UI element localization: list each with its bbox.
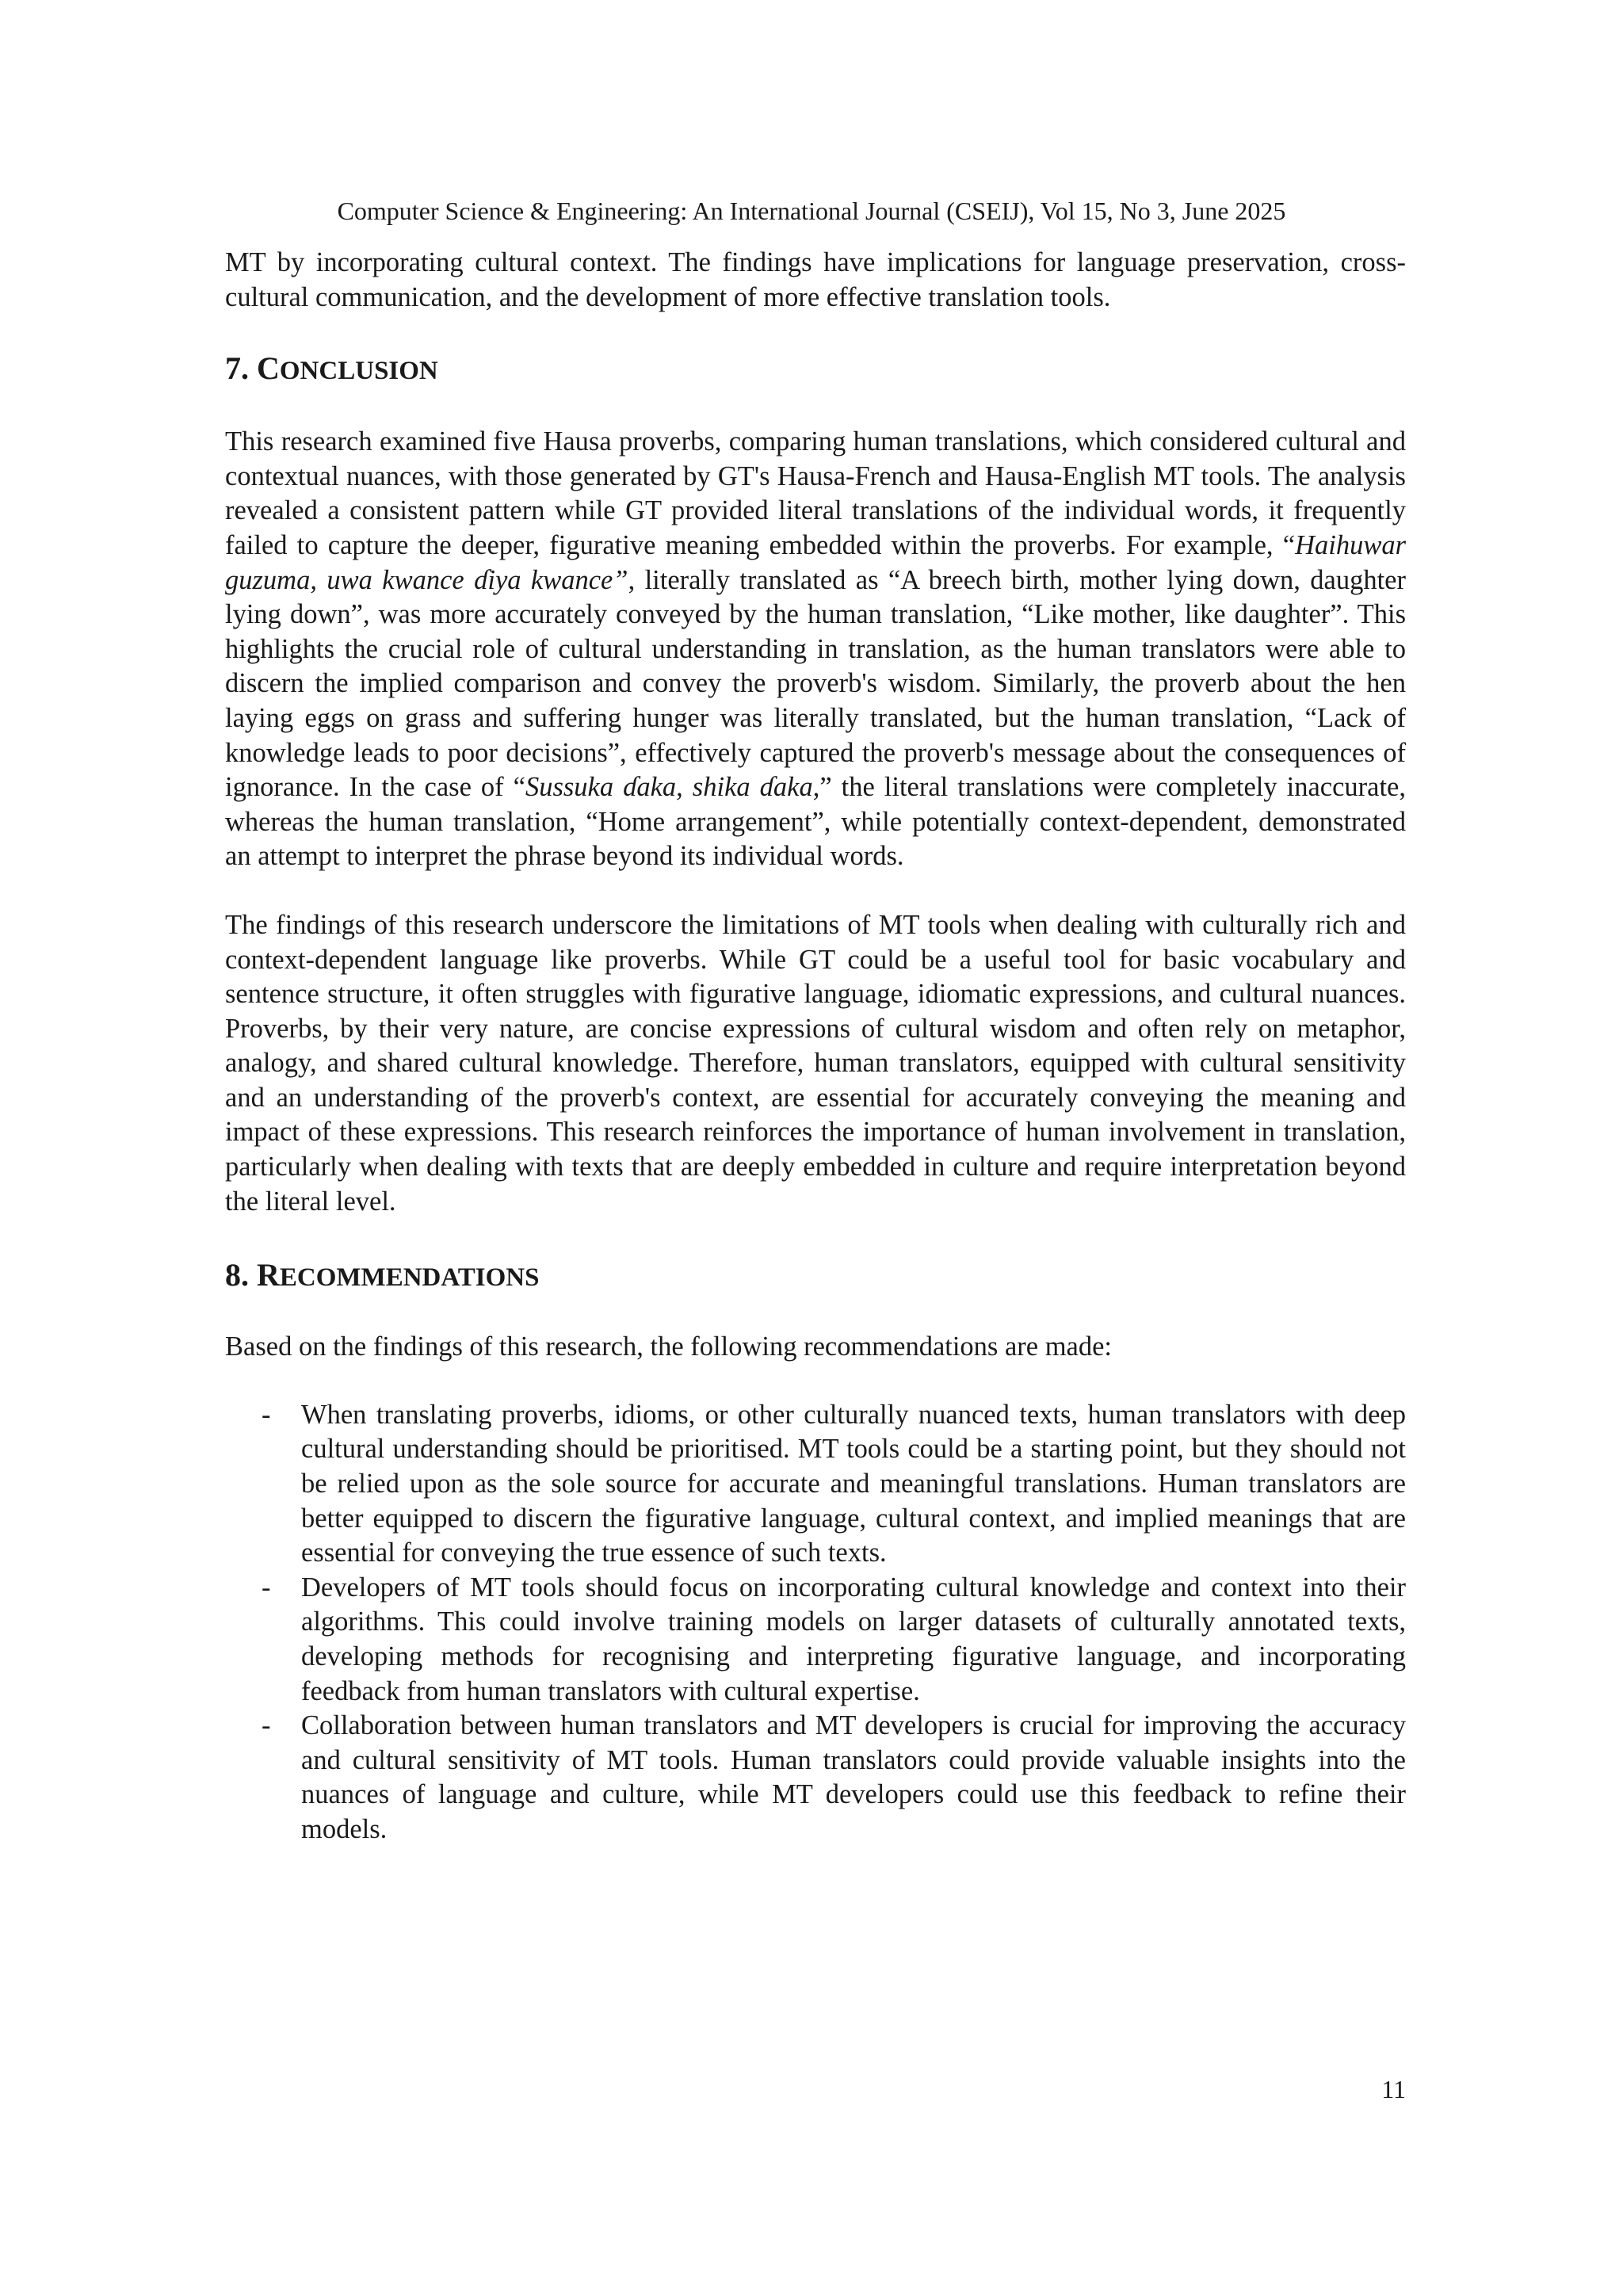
list-item <box>225 1398 1406 1571</box>
bullet-dash: - <box>262 1572 271 1603</box>
list-item-text: Collaboration between human translators and MT developers is crucial for improving the accuracy and cultural sensitivity of MT tools. Human translators could provide valuable insights into the nuances of language and culture, while MT developers could use this feedback to refine their models. <box>301 1710 1406 1844</box>
conclusion-paragraph-2: The findings of this research underscore the limitations of MT tools when dealing with culturally rich and context-dependent language like proverbs. While GT could be a useful tool for basic vocabulary and sentence structure, it often struggles with figurative language, idiomatic expressions, and cultural nuances. Proverbs, by their very nature, are concise expressions of cultural wisdom and often rely on metaphor, analogy, and shared cultural knowledge. Therefore, human translators, equipped with cultural sensitivity and an understanding of the proverb's context, are essential for accurately conveying the meaning and impact of these expressions. This research reinforces the importance of human involvement in translation, particularly when dealing with texts that are deeply embedded in culture and require interpretation beyond the literal level. <box>225 909 1406 1217</box>
list-item <box>225 1709 1406 1847</box>
conclusion-title-rest: ONCLUSION <box>279 357 438 386</box>
bullet-dash: - <box>262 1710 271 1741</box>
bullet-dash: - <box>262 1399 271 1430</box>
recommendations-lead: Based on the findings of this research, the following recommendations are made: <box>225 1331 1113 1362</box>
page-content <box>225 246 1406 1847</box>
proverb-italic-1: Haihuwar guzuma, uwa kwance ɗiya kwance” <box>225 529 1406 595</box>
conclusion-paragraph-1 <box>225 425 1406 874</box>
recommendations-heading <box>225 1253 1406 1300</box>
conclusion-p1-part-a: This research examined five Hausa proverbs, comparing human translations, which considered cultural and contextual nuances, with those generated by GT's Hausa-French and Hausa-English MT tools. The analysis revealed a consistent pattern while GT provided literal translations of the individual words, it frequently failed to capture the deeper, figurative meaning embedded within the proverbs. For example, “ <box>225 426 1406 560</box>
recommendations-title-initial: R <box>257 1257 280 1293</box>
page-number: 11 <box>1381 2075 1406 2103</box>
conclusion-number: 7. <box>225 350 257 387</box>
list-item <box>225 1571 1406 1709</box>
list-item-text: When translating proverbs, idioms, or other culturally nuanced texts, human translators with deep cultural understanding should be prioritised. MT tools could be a starting point, but they should not be relied upon as the sole source for accurate and meaningful translations. Human translators are better equipped to discern the figurative language, cultural context, and implied meanings that are essential for conveying the true essence of such texts. <box>301 1399 1406 1568</box>
conclusion-p1-part-b: , literally translated as “A breech birth, mother lying down, daughter lying down”, was more accurately conveyed by the human translation, “Like mother, like daughter”. This highlights the crucial role of cultural understanding in translation, as the human translators were able to discern the implied comparison and convey the proverb's wisdom. Similarly, the proverb about the hen laying eggs on grass and suffering hunger was literally translated, but the human translation, “Lack of knowledge leads to poor decisions”, effectively captured the proverb's message about the consequences of ignorance. In the case of “ <box>225 564 1406 803</box>
conclusion-title-initial: C <box>257 350 280 387</box>
journal-header: Computer Science & Engineering: An International Journal (CSEIJ), Vol 15, No 3, June 2025 <box>337 197 1286 225</box>
recommendations-number: 8. <box>225 1257 257 1293</box>
conclusion-heading <box>225 346 1406 393</box>
proverb-italic-2: Sussuka ɗaka, shika ɗaka <box>525 772 813 803</box>
recommendations-list <box>225 1398 1406 1847</box>
conclusion-p1-part-c: ,” the literal translations were completely inaccurate, whereas the human translation, “Home arrangement”, while potentially context-dependent, demonstrated an attempt to interpret the phrase beyond its individual words. <box>225 772 1406 872</box>
list-item-text: Developers of MT tools should focus on incorporating cultural knowledge and context into their algorithms. This could involve training models on larger datasets of culturally annotated texts, developing methods for recognising and interpreting figurative language, and incorporating feedback from human translators with cultural expertise. <box>301 1572 1406 1706</box>
recommendations-title-rest: ECOMMENDATIONS <box>279 1263 540 1293</box>
intro-paragraph: MT by incorporating cultural context. The findings have implications for language preservation, cross-cultural communication, and the development of more effective translation tools. <box>225 247 1406 312</box>
